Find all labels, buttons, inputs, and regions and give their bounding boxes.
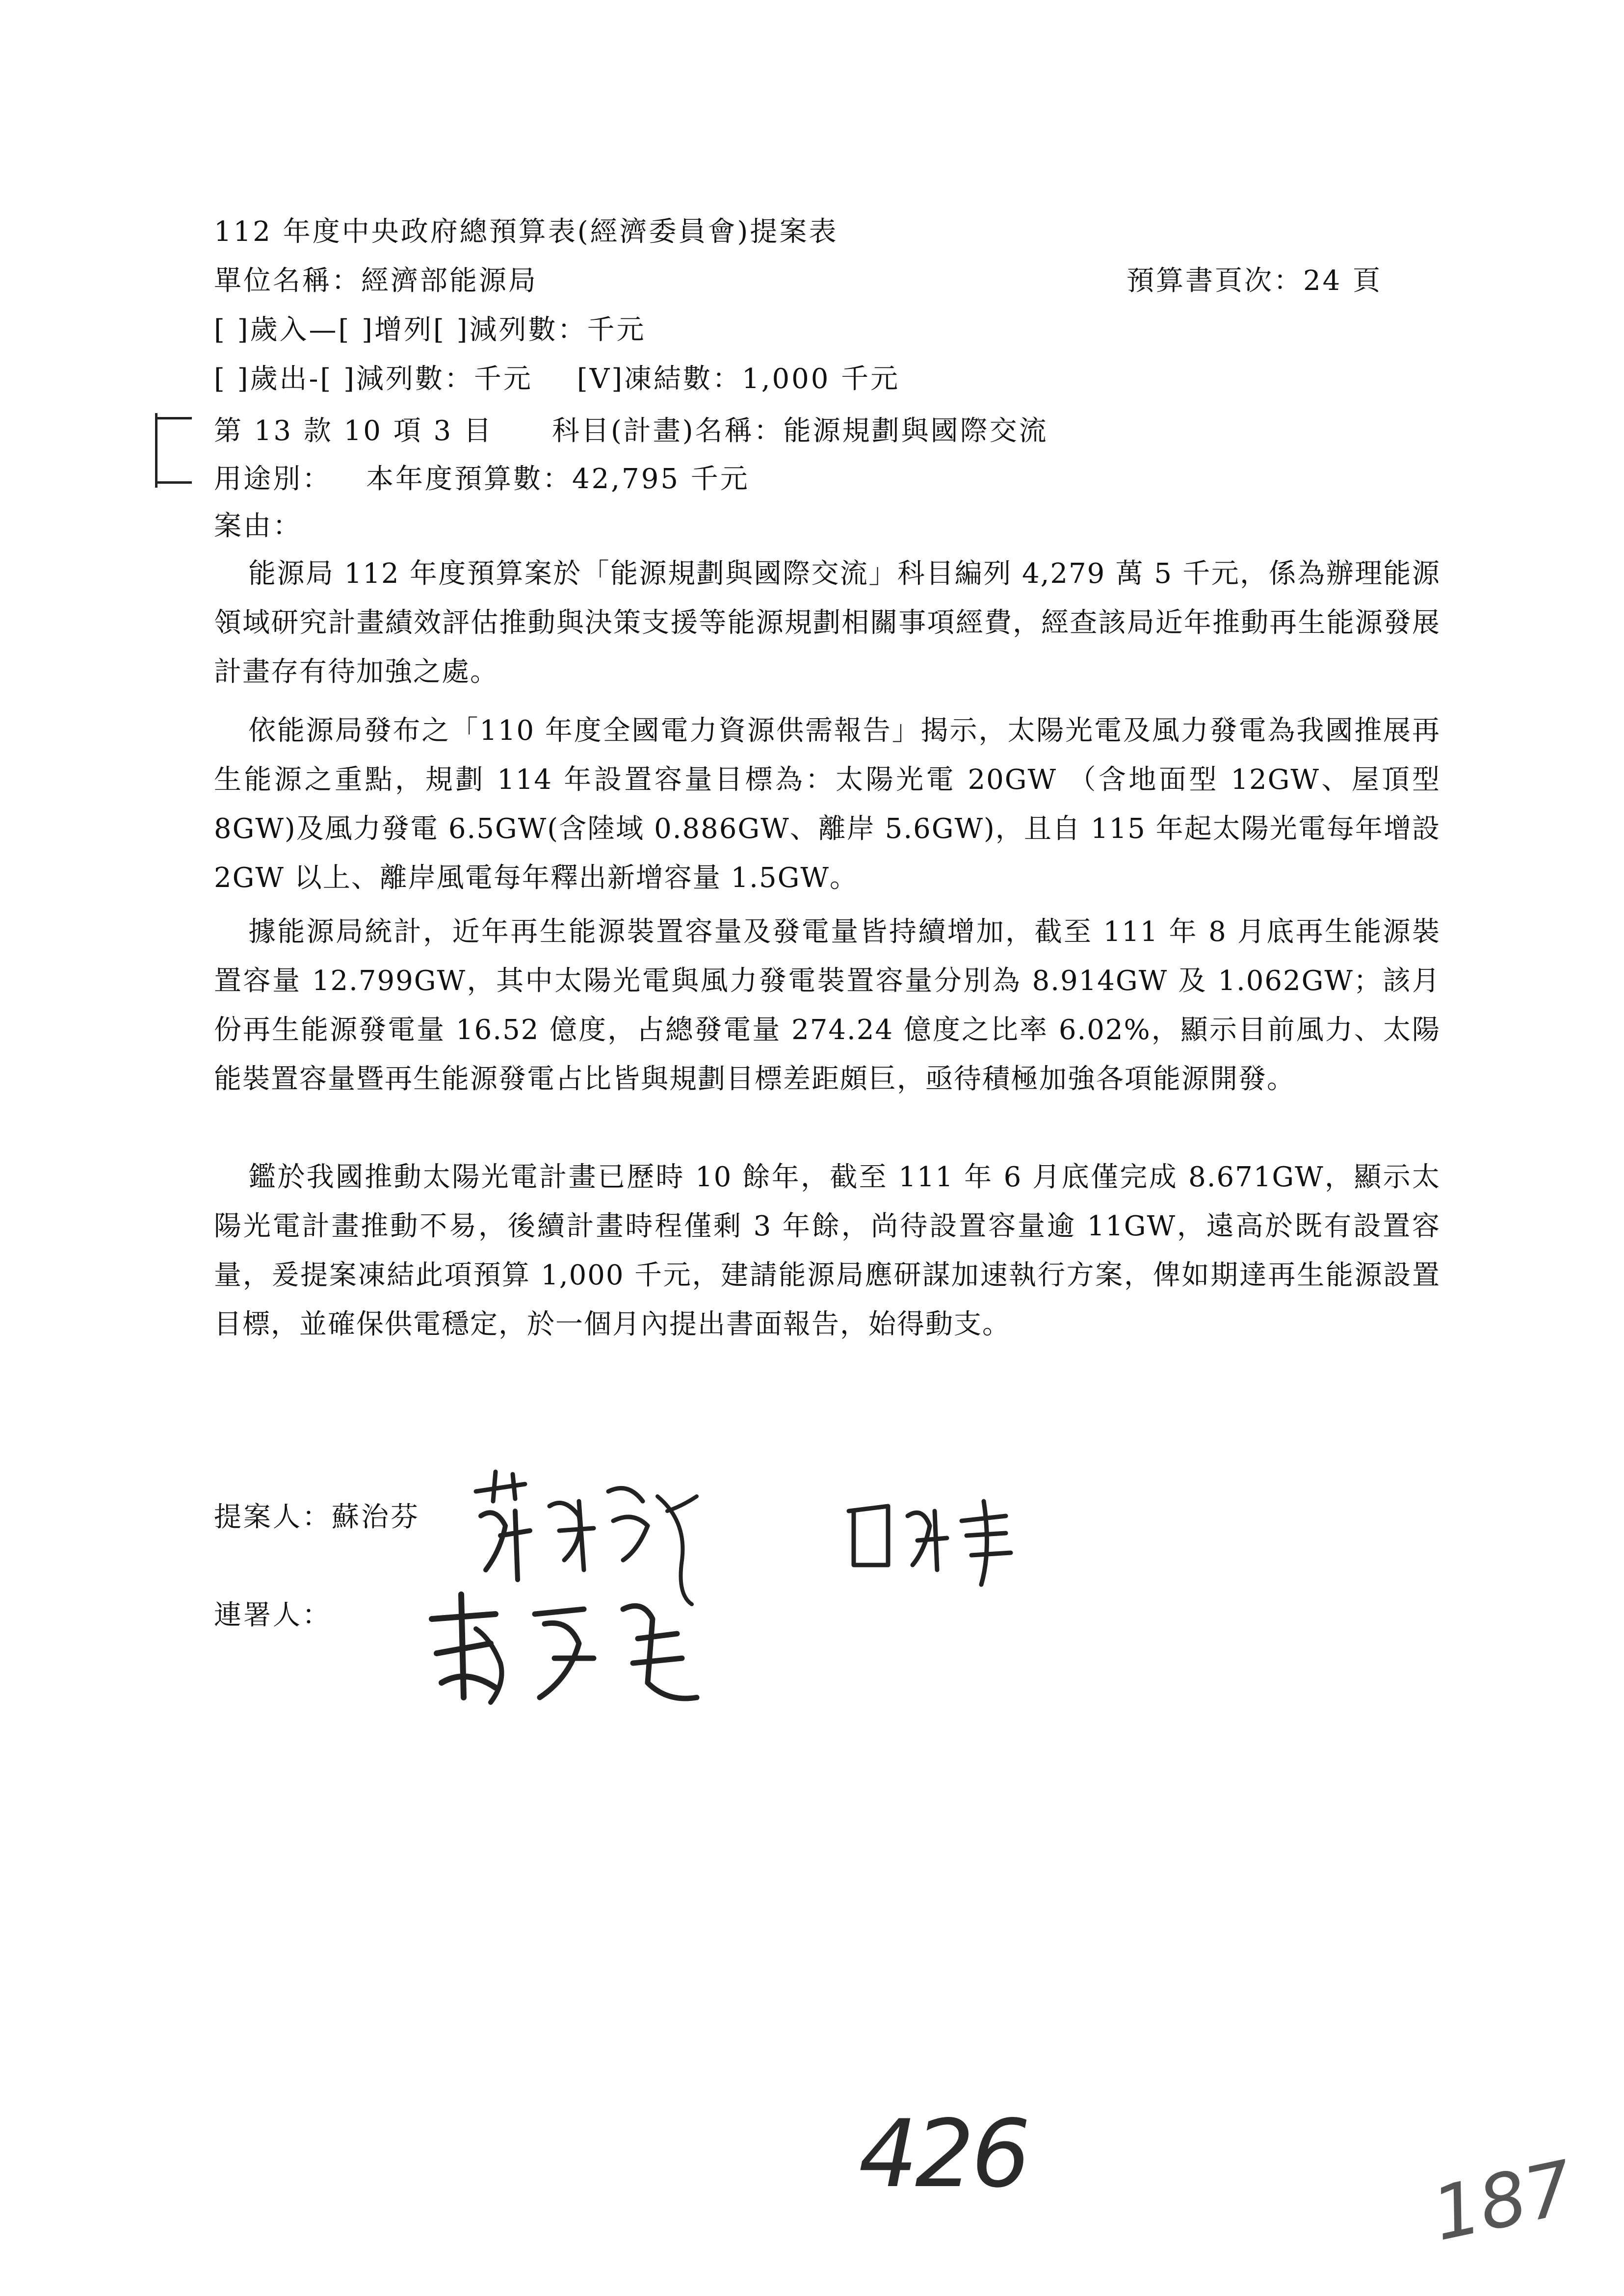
unit-name: 單位名稱：經濟部能源局 [214,265,538,297]
expense-line [214,363,900,395]
unit-name-row [214,265,1383,297]
paragraph-1: 能源局 112 年度預算案於「能源規劃與國際交流」科目編列 4,279 萬 5 千元，係為辦理能源領域研究計畫績效評估推動與決策支援等能源規劃相關事項經費，經查該局近年推動再生能源發展計畫存有待加強之處。 [214,558,1441,688]
item-name: 科目(計畫)名稱：能源規劃與國際交流 [551,415,1048,447]
revenue-line: [ ]歲入—[ ]增列[ ]減列數：千元 [214,314,646,346]
cosigner-signature-right [844,1491,1030,1590]
corner-handwritten-number: 187 [1425,2145,1581,2258]
budget-amount: 本年度預算數：42,795 千元 [366,463,750,495]
usage-label: 用途別： [214,463,332,495]
cosigner-signature-left [422,1585,726,1712]
item-bracket [155,413,197,488]
paragraph-4: 鑑於我國推動太陽光電計畫已歷時 10 餘年，截至 111 年 6 月底僅完成 8.671GW，顯示太陽光電計畫推動不易，後續計畫時程僅剩 3 年餘，尚待設置容量逾 11GW，遠高於既有設置容量，爰提案凍結此項預算 1,000 千元，建請能源局應研謀加速執行方案，俾如期達再生能源設置目標，並確保供電穩定，於一個月內提出書面報告，始得動支。 [214,1161,1441,1340]
document-title: 112 年度中央政府總預算表(經濟委員會)提案表 [214,216,838,248]
item-code: 第 13 款 10 項 3 目 [214,415,493,447]
proposer-label: 提案人：蘇治芬 [214,1501,420,1533]
usage-row [214,463,750,496]
paragraph-3: 據能源局統計，近年再生能源裝置容量及發電量皆持續增加，截至 111 年 8 月底再生能源裝置容量 12.799GW，其中太陽光電與風力發電裝置容量分別為 8.914GW 及 1.062GW；該月份再生能源發電量 16.52 億度，占總發電量 274.24 億度之比率 6.02%，顯示目前風力、太陽能裝置容量暨再生能源發電占比皆與規劃目標差距頗巨，亟待積極加強各項能源開發。 [214,916,1441,1095]
freeze-amount: [V]凍結數：1,000 千元 [576,363,900,395]
reason-label: 案由： [214,510,302,542]
cosigner-label: 連署人： [214,1599,332,1631]
budget-page-reference: 預算書頁次：24 頁 [1126,265,1383,297]
paragraph-2: 依能源局發布之「110 年度全國電力資源供需報告」揭示，太陽光電及風力發電為我國推展再生能源之重點，規劃 114 年設置容量目標為：太陽光電 20GW （含地面型 12GW、屋頂型 8GW)及風力發電 6.5GW(含陸域 0.886GW、離岸 5.6GW)，且自 115 年起太陽光電每年增設 2GW 以上、離岸風電每年釋出新增容量 1.5GW。 [214,715,1441,894]
handwritten-page-number: 426 [859,2100,1028,2208]
expense-reduction: [ ]歲出-[ ]減列數：千元 [214,363,533,395]
item-row [214,415,1048,447]
